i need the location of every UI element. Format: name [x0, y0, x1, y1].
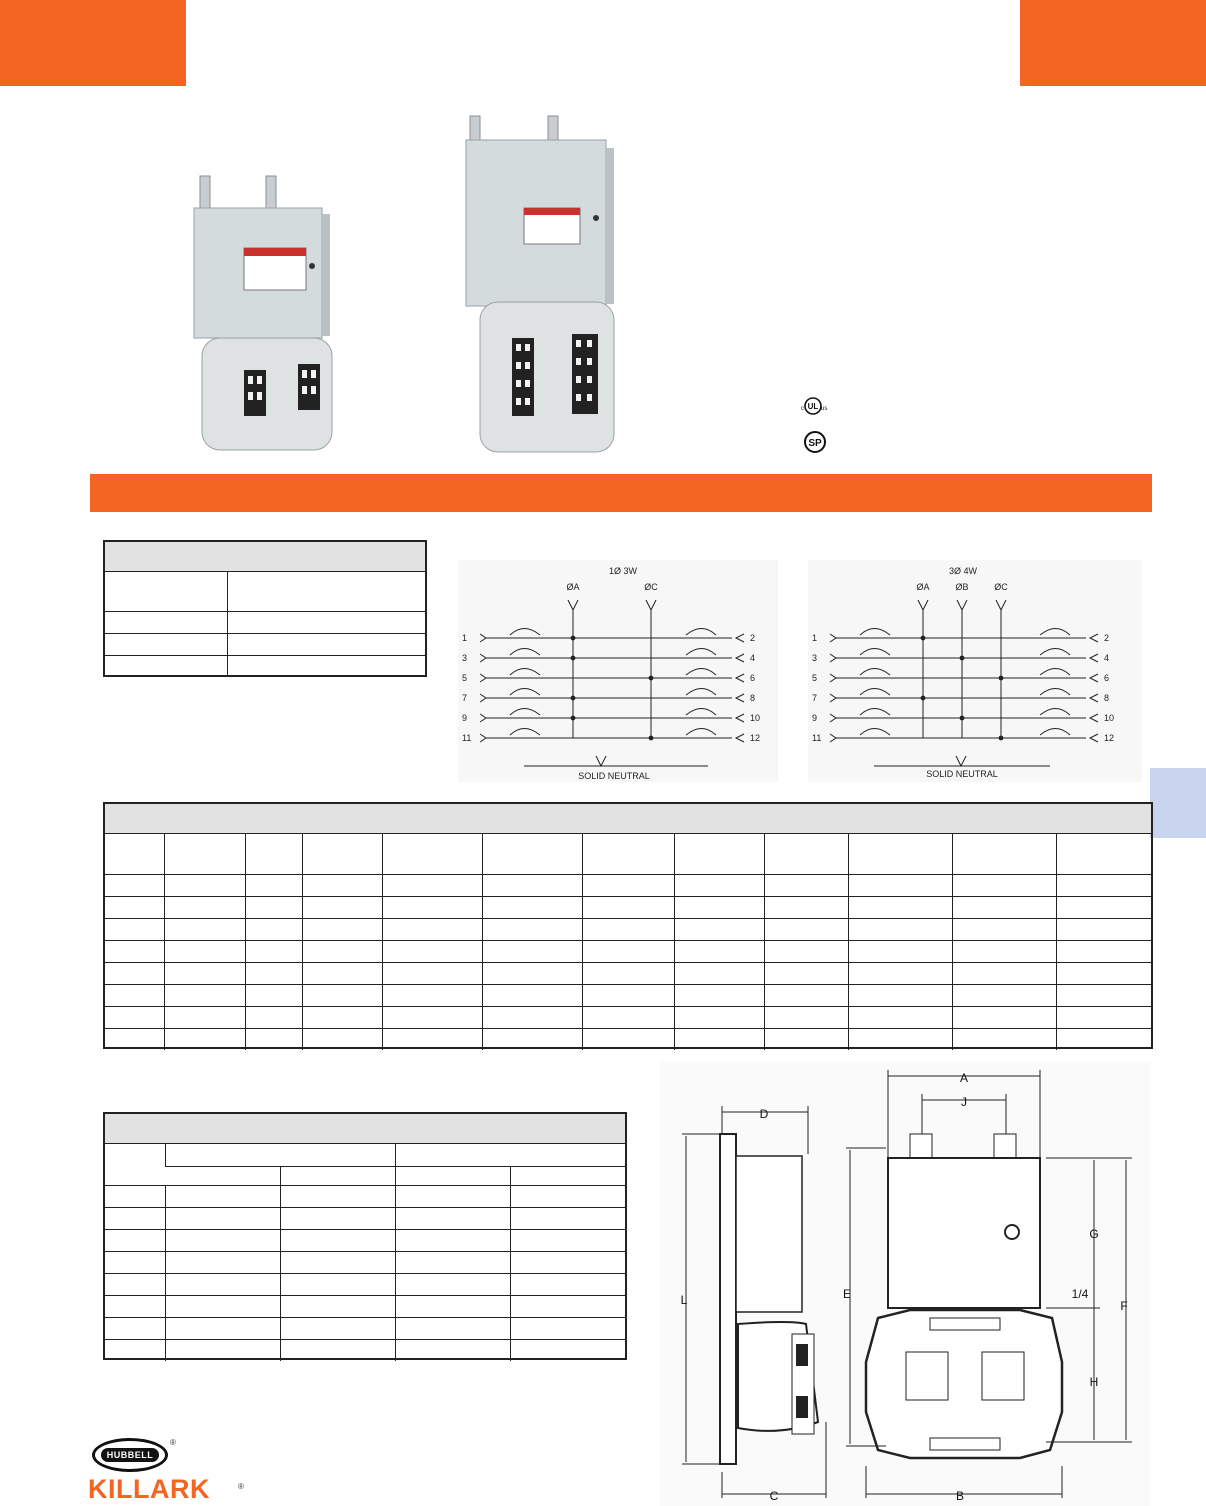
- header-block-right: [1020, 0, 1206, 86]
- product-image-large-panel: [460, 112, 620, 457]
- table-row: [105, 1230, 625, 1252]
- table-row: [105, 963, 1151, 985]
- table-row: [105, 897, 1151, 919]
- svg-text:1/4: 1/4: [1071, 1287, 1089, 1301]
- svg-text:SOLID NEUTRAL: SOLID NEUTRAL: [578, 771, 650, 781]
- wiring-diagram-three-phase: [808, 560, 1142, 782]
- svg-text:E: E: [842, 1287, 852, 1301]
- terminal-label-right: 2: [1104, 633, 1110, 643]
- terminal-label-right: 2: [750, 633, 756, 643]
- svg-text:ØC: ØC: [644, 582, 658, 592]
- table-row: [105, 1208, 625, 1230]
- svg-text:UL: UL: [807, 402, 819, 411]
- terminal-label-left: 9: [462, 713, 468, 723]
- svg-text:3Ø 4W: 3Ø 4W: [948, 566, 978, 576]
- svg-text:A: A: [959, 1071, 969, 1085]
- table-row: [105, 612, 425, 634]
- svg-text:ØB: ØB: [955, 582, 969, 592]
- terminal-label-right: 6: [1104, 673, 1110, 683]
- terminal-label-right: 12: [750, 733, 761, 743]
- table-title-row: [105, 804, 1151, 834]
- terminal-label-left: 5: [462, 673, 468, 683]
- terminal-label-right: 8: [1104, 693, 1110, 703]
- table-row: [105, 1186, 625, 1208]
- dimensions-table: [103, 1112, 627, 1360]
- table-row: [105, 656, 425, 677]
- svg-text:F: F: [1120, 1299, 1128, 1313]
- svg-text:us: us: [821, 406, 828, 412]
- product-image-small-panel: [186, 170, 336, 455]
- terminal-label-right: 12: [1104, 733, 1115, 743]
- terminal-label-right: 4: [750, 653, 756, 663]
- svg-text:c: c: [801, 406, 804, 412]
- header-block-left: [0, 0, 186, 86]
- terminal-label-right: 4: [1104, 653, 1110, 663]
- table-row: [105, 1007, 1151, 1029]
- dimension-drawing: [660, 1062, 1150, 1506]
- svg-text:D: D: [759, 1107, 769, 1121]
- table-header-row: [105, 834, 1151, 875]
- terminal-label-right: 8: [750, 693, 756, 703]
- hubbell-logo: [92, 1438, 168, 1472]
- hubbell-wordmark: HUBBELL: [101, 1448, 159, 1462]
- svg-text:H: H: [1089, 1375, 1099, 1389]
- table-title-row: [105, 542, 425, 572]
- terminal-label-right: 10: [750, 713, 761, 723]
- svg-text:ØA: ØA: [566, 582, 580, 592]
- terminal-label-left: 3: [812, 653, 818, 663]
- table-row: [105, 1318, 625, 1340]
- svg-text:1Ø 3W: 1Ø 3W: [608, 566, 638, 576]
- svg-text:ØC: ØC: [994, 582, 1008, 592]
- killark-wordmark: KILLARK: [88, 1474, 210, 1504]
- table-row: [105, 941, 1151, 963]
- spec-table-1: [103, 540, 427, 677]
- side-index-tab: [1150, 768, 1206, 838]
- table-row: [105, 1340, 625, 1362]
- svg-text:J: J: [961, 1095, 967, 1109]
- svg-text:SOLID NEUTRAL: SOLID NEUTRAL: [926, 769, 998, 779]
- table-row: [105, 875, 1151, 897]
- terminal-label-left: 7: [462, 693, 468, 703]
- table-row: [105, 1274, 625, 1296]
- svg-text:L: L: [680, 1293, 688, 1307]
- table-title-row: [105, 1114, 625, 1144]
- table-header-row: [105, 572, 425, 612]
- catalog-table: [103, 802, 1153, 1049]
- svg-text:B: B: [955, 1489, 965, 1503]
- hubbell-killark-logo: HUBBELL ® KILLARK ®: [88, 1438, 244, 1504]
- svg-text:G: G: [1089, 1227, 1099, 1241]
- terminal-label-left: 11: [462, 733, 472, 743]
- table-subheader-row: [105, 1167, 625, 1186]
- section-header-bar: [90, 474, 1152, 512]
- svg-text:ØA: ØA: [916, 582, 930, 592]
- table-header-row: [105, 1144, 625, 1167]
- table-row: [105, 985, 1151, 1007]
- csa-mark: [802, 428, 830, 456]
- wiring-diagram-single-phase: [458, 560, 778, 782]
- table-row: [105, 634, 425, 656]
- terminal-label-right: 10: [1104, 713, 1115, 723]
- terminal-label-right: 6: [750, 673, 756, 683]
- ul-listed-mark: [800, 394, 826, 418]
- table-row: [105, 919, 1151, 941]
- terminal-label-left: 1: [812, 633, 818, 643]
- terminal-label-left: 5: [812, 673, 818, 683]
- svg-text:SP: SP: [808, 438, 822, 449]
- svg-text:C: C: [769, 1489, 779, 1503]
- terminal-label-left: 1: [462, 633, 468, 643]
- table-row: [105, 1252, 625, 1274]
- terminal-label-left: 9: [812, 713, 818, 723]
- terminal-label-left: 3: [462, 653, 468, 663]
- table-row: [105, 1296, 625, 1318]
- terminal-label-left: 11: [812, 733, 822, 743]
- terminal-label-left: 7: [812, 693, 818, 703]
- table-row: [105, 1029, 1151, 1051]
